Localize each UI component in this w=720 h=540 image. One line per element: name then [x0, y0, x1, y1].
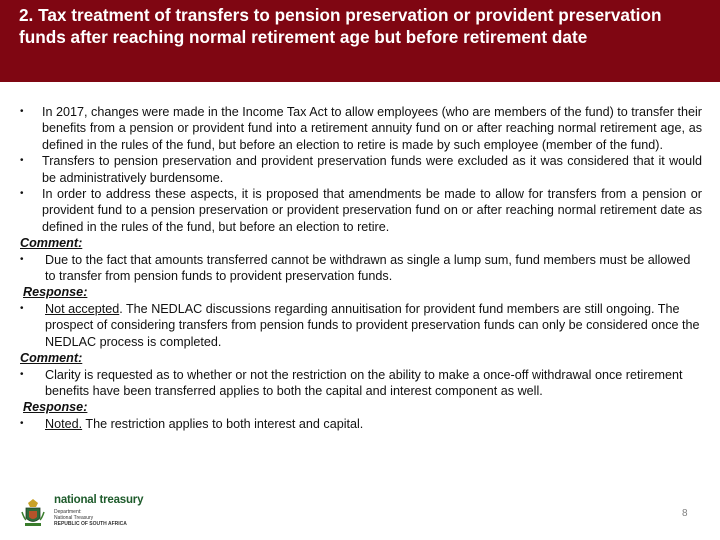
logo-name: national treasury — [54, 494, 144, 506]
bullet-marker: • — [20, 368, 24, 380]
bullet-text: The restriction applies to both interest and capital. — [82, 416, 364, 431]
slide-title: 2. Tax treatment of transfers to pension preservation or provident preservation funds after reaching normal retirement age but before retirement date — [19, 5, 662, 47]
bullet-marker: • — [20, 188, 24, 200]
bullet-marker: • — [20, 302, 24, 314]
bullet-text: Transfers to pension preservation and provident preservation funds were excluded as it was considered that it would be administratively burdensome. — [42, 154, 702, 185]
bullet-item — [20, 416, 702, 432]
bullet-marker: • — [20, 253, 24, 265]
logo-line: National Treasury — [54, 515, 94, 521]
bullet-item — [20, 104, 702, 153]
bullet-marker: • — [20, 155, 24, 167]
logo-line: REPUBLIC OF SOUTH AFRICA — [54, 521, 127, 527]
bullet-item — [20, 301, 702, 350]
bullet-item — [20, 186, 702, 235]
response-status: Not accepted — [45, 301, 120, 316]
logo-line: Department: — [54, 509, 82, 515]
page-number: 8 — [682, 508, 688, 519]
national-treasury-logo — [18, 494, 168, 530]
comment-label: Comment: — [20, 351, 83, 366]
response-label: Response: — [23, 400, 88, 415]
response-label: Response: — [23, 285, 88, 300]
slide-content — [20, 104, 702, 432]
bullet-text: Clarity is requested as to whether or not the restriction on the ability to make a once-off withdrawal once retirement benefits have been transferred applies to both the capital and interest component as well. — [45, 367, 683, 398]
bullet-item — [20, 153, 702, 186]
bullet-marker: • — [20, 106, 24, 117]
comment-label: Comment: — [20, 236, 83, 251]
bullet-text: . The NEDLAC discussions regarding annuitisation for provident fund members are still ongoing. The prospect of considering transfers from pension funds to provident preservation funds can only be considered once the NEDLAC process is completed. — [45, 301, 700, 349]
coat-of-arms-icon — [20, 498, 46, 528]
bullet-text: In order to address these aspects, it is proposed that amendments be made to allow for transfers from a pension or provident fund to a pension preservation or provident preservation fund on or after reaching normal retirement date as defined in the rules of the fund, but before an election to retire. — [42, 187, 702, 234]
bullet-text: Due to the fact that amounts transferred cannot be withdrawn as single a lump sum, fund members must be allowed to transfer from pension funds to provident preservation funds. — [45, 252, 691, 284]
bullet-item — [20, 252, 702, 285]
bullet-text: In 2017, changes were made in the Income Tax Act to allow employees (who are members of the fund) to transfer their benefits from a pension or provident fund into a retirement annuity fund on or after reaching normal retirement age, as defined in the rules of the fund, but before an election to retire is made by such employee (member of the fund). — [42, 105, 702, 152]
title-banner — [0, 0, 720, 82]
bullet-marker: • — [20, 417, 24, 429]
bullet-item — [20, 367, 702, 400]
response-status: Noted. — [45, 416, 83, 431]
